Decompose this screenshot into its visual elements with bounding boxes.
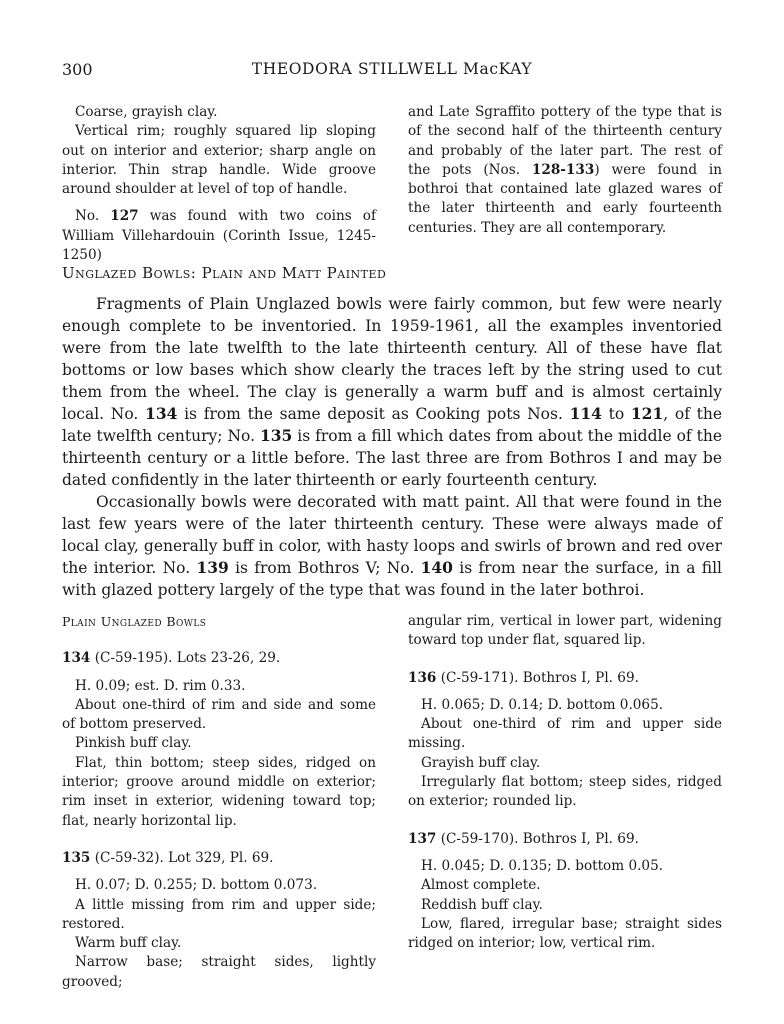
item-ref-128-133: 128-133 xyxy=(531,161,595,178)
page-header xyxy=(0,60,784,84)
catalog-entry-135-clay: Warm buff clay. xyxy=(75,935,182,952)
catalog-entry-134-description: Flat, thin bottom; steep sides, ridged on interior; groove around middle on exterior; rim inset in exterior, widening toward top; flat, nearly horizontal lip. xyxy=(62,754,376,829)
catalog-entry-136-clay: Grayish buff clay. xyxy=(421,754,541,771)
catalog-entry-137-clay: Reddish buff clay. xyxy=(421,896,543,913)
catalog-entry-137-description: Low, flared, irregular base; straight sides ridged on interior; low, vertical rim. xyxy=(408,915,722,952)
catalog-right-column xyxy=(408,612,722,953)
catalog-entry-134-heading: 134 (C-59-195). Lots 23-26, 29. xyxy=(62,650,281,667)
paragraph-plain-bowls: Fragments of Plain Unglazed bowls were fairly common, but few were nearly enough complete to be inventoried. In 1959-1961, all the examples inventoried were from the late twelfth to the late thirteenth century. All of these have flat bottoms or low bases which show clearly the traces left by the string used to cut them from the wheel. The clay is generally a warm buff and is almost certainly local. No. 134 is from the same deposit as Cooking pots Nos. 114 to 121, of the late twelfth century; No. 135 is from a fill which dates from about the middle of the thirteenth century or a little before. The last three are from Bothros I and may be dated confidently in the later thirteenth or early fourteenth century. xyxy=(62,295,723,489)
catalog-entry-134-clay: Pinkish buff clay. xyxy=(75,735,192,752)
catalog-entry-136-heading: 136 (C-59-171). Bothros I, Pl. 69. xyxy=(408,669,639,686)
item-ref-127: 127 xyxy=(110,208,139,225)
catalog-subheading: Plain Unglazed Bowls xyxy=(62,614,207,629)
top-left-column xyxy=(62,103,376,265)
catalog-entry-136-preserved: About one-third of rim and upper side missing. xyxy=(408,716,722,752)
page-number: 300 xyxy=(62,60,93,79)
catalog-entry-135-preserved: A little missing from rim and upper side; restored. xyxy=(62,896,376,932)
top-right-column xyxy=(408,103,722,238)
rim-description: Vertical rim; roughly squared lip sloping out on interior and exterior; sharp angle on interior. Thin strap handle. Wide groove around shoulder at level of top of handle. xyxy=(62,123,376,198)
section-heading: Unglazed Bowls: Plain and Matt Painted xyxy=(62,264,387,282)
catalog-entry-135-continued: angular rim, vertical in lower part, widening toward top under flat, squared lip. xyxy=(408,613,722,649)
coin-note: No. 127 was found with two coins of William Villehardouin (Corinth Issue, 1245-1250) xyxy=(62,208,376,264)
sgraffito-note: and Late Sgraffito pottery of the type that is of the second half of the thirteenth century and probably of the later part. The rest of the pots (Nos. 128-133) were found in bothroi that contained late glazed wares of the later thirteenth and early fourteenth centuries. They are all contemporary. xyxy=(408,104,722,236)
clay-note: Coarse, grayish clay. xyxy=(75,104,218,120)
catalog-entry-135-dimensions: H. 0.07; D. 0.255; D. bottom 0.073. xyxy=(75,877,318,894)
paragraph-matt-painted: Occasionally bowls were decorated with matt paint. All that were found in the last few years were of the later thirteenth century. These were always made of local clay, generally buff in color, with hasty loops and swirls of brown and red over the interior. No. 139 is from Bothros V; No. 140 is from near the surface, in a fill with glazed pottery largely of the type that was found in the later bothroi. xyxy=(62,493,723,599)
catalog-entry-134-dimensions: H. 0.09; est. D. rim 0.33. xyxy=(75,677,246,694)
catalog-left-column xyxy=(62,612,376,992)
catalog-entry-137-heading: 137 (C-59-170). Bothros I, Pl. 69. xyxy=(408,830,639,847)
catalog-entry-137-dimensions: H. 0.045; D. 0.135; D. bottom 0.05. xyxy=(421,857,664,874)
catalog-entry-136-dimensions: H. 0.065; D. 0.14; D. bottom 0.065. xyxy=(421,696,664,713)
running-head: THEODORA STILLWELL MacKAY xyxy=(251,60,533,78)
catalog-entry-135-heading: 135 (C-59-32). Lot 329, Pl. 69. xyxy=(62,849,274,866)
catalog-entry-134-preserved: About one-third of rim and side and some of bottom preserved. xyxy=(62,696,376,733)
catalog-entry-137-preserved: Almost complete. xyxy=(421,877,541,894)
catalog-entry-135-description: Narrow base; straight sides, lightly grooved; xyxy=(62,954,376,990)
body-text xyxy=(62,293,722,601)
catalog-entry-136-description: Irregularly flat bottom; steep sides, ridged on exterior; rounded lip. xyxy=(408,774,722,810)
